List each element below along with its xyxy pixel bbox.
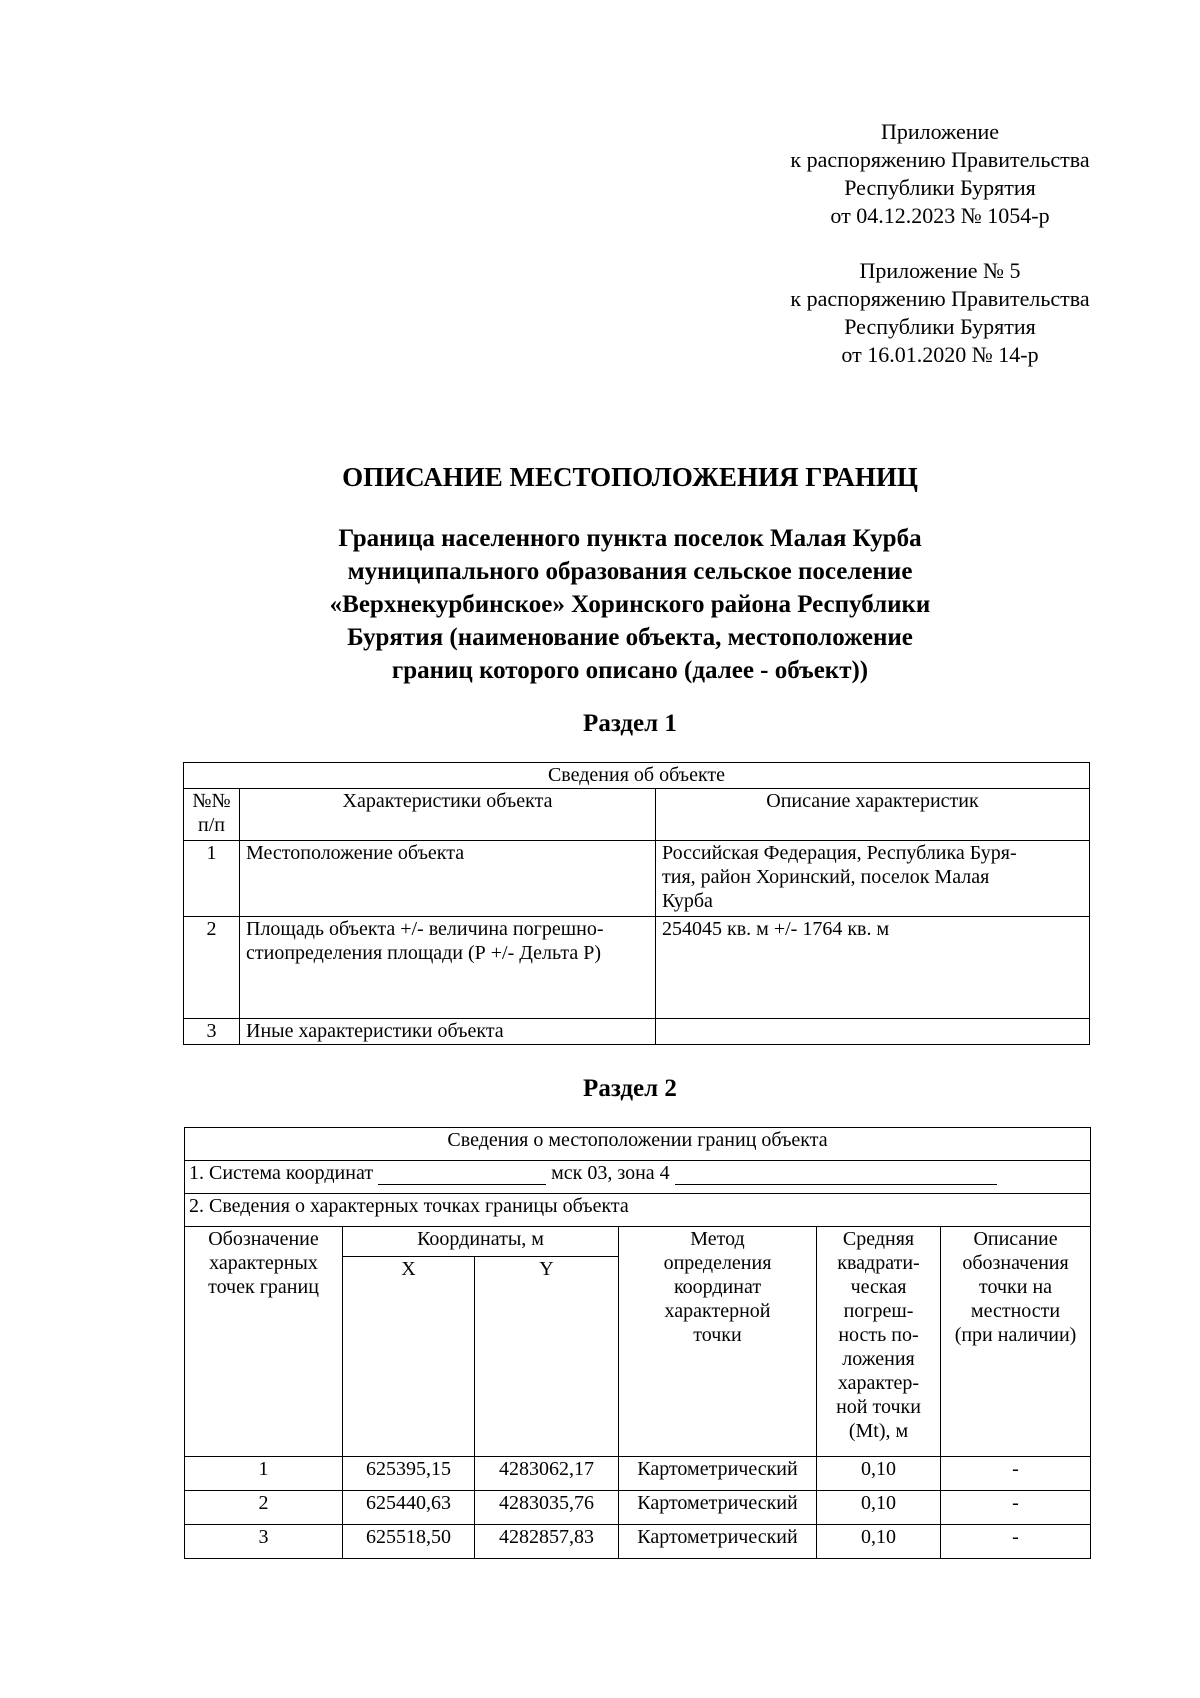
header-line: (при наличии) [954,1324,1077,1346]
appendix-line: Республики Бурятия [844,314,1036,339]
cell-x: 625518,50 [343,1525,475,1559]
header-method [619,1227,817,1457]
coord-system-value: мск 03, зона 4 [551,1162,670,1184]
cell-line: 254045 кв. м +/- 1764 кв. м [662,918,890,940]
row-characteristic [240,917,656,1019]
row-description [656,1019,1090,1045]
table-header-row [184,789,1090,841]
header-line: (Mt), м [848,1420,909,1442]
header-line: Обозначение [208,1228,319,1250]
coord-system-row [185,1161,1091,1194]
appendix-current [760,118,1120,230]
header-line: точки [693,1324,742,1346]
header-line: погреш- [843,1300,914,1322]
appendix-line: от 16.01.2020 № 14-р [841,342,1039,367]
cell-x: 625395,15 [343,1457,475,1491]
cell-x: 625440,63 [343,1491,475,1525]
table-row [184,1019,1090,1045]
appendix-line: к распоряжению Правительства [790,147,1090,172]
table-caption: Сведения об объекте [184,763,1090,789]
header-line: местности [970,1300,1061,1322]
table-row [185,1491,1091,1525]
section-1-title: Раздел 1 [583,710,677,737]
coord-system-cell [185,1161,1091,1194]
table-caption: Сведения о местоположении границ объекта [185,1128,1091,1161]
points-caption: 2. Сведения о характерных точках границы объекта [185,1194,1091,1227]
section-2-title: Раздел 2 [583,1075,677,1102]
cell-line: тия, район Хоринский, поселок Малая [662,866,990,888]
blank-line [675,1162,997,1185]
header-x: X [343,1257,475,1457]
appendix-line: Приложение № 5 [859,258,1021,283]
header-coordinates: Координаты, м [343,1227,619,1257]
cell-line: Местоположение объекта [246,842,465,864]
header-characteristics: Характеристики объекта [240,789,656,841]
points-caption-row [185,1194,1091,1227]
header-line: ной точки [836,1396,921,1418]
cell-method: Картометрический [619,1525,817,1559]
subtitle-line: муниципального образования сельское поселение [347,558,913,585]
cell-point: 1 [185,1457,343,1491]
table-row [184,917,1090,1019]
cell-description: - [941,1491,1091,1525]
header-line: точек границ [208,1276,319,1298]
appendix-line: к распоряжению Правительства [790,286,1090,311]
coord-system-label: 1. Система координат [189,1162,374,1184]
table-caption-row [184,763,1090,789]
appendix-original [760,257,1120,369]
header-line: точки на [979,1276,1053,1298]
header-line: Средняя [842,1228,915,1250]
cell-y: 4283035,76 [475,1491,619,1525]
cell-line: Площадь объекта +/- величина погрешно- [246,918,604,940]
table-caption-row [185,1128,1091,1161]
document-subtitle [0,522,1200,687]
object-info-table [183,762,1090,1045]
table-row [184,841,1090,917]
row-num: 1 [184,841,240,917]
subtitle-line: Граница населенного пункта поселок Малая Курба [338,525,922,552]
appendix-line: от 04.12.2023 № 1054-р [830,203,1050,228]
table-row [185,1525,1091,1559]
row-num: 2 [184,917,240,1019]
cell-description: - [941,1525,1091,1559]
header-line: обозначения [962,1252,1069,1274]
header-line: координат [673,1276,762,1298]
cell-line: стиопределения площади (Р +/- Дельта Р) [246,942,602,964]
header-line: характерных [209,1252,318,1274]
header-line: Описание [973,1228,1058,1250]
header-line: определения [663,1252,772,1274]
appendix-line: Республики Бурятия [844,175,1036,200]
header-y: Y [475,1257,619,1457]
cell-description: - [941,1457,1091,1491]
subtitle-line: «Верхнекурбинское» Хоринского района Республики [329,591,931,618]
appendix-line: Приложение [880,119,1000,144]
subtitle-line: границ которого описано (далее - объект)) [391,657,869,684]
cell-y: 4283062,17 [475,1457,619,1491]
cell-line: Курба [662,890,713,912]
cell-error: 0,10 [817,1491,941,1525]
table-row [185,1457,1091,1491]
subtitle-line: Бурятия (наименование объекта, местоположение [347,624,913,651]
header-line: квадрати- [837,1252,920,1274]
cell-point: 2 [185,1491,343,1525]
cell-point: 3 [185,1525,343,1559]
row-characteristic [240,1019,656,1045]
header-line: ложения [842,1348,915,1370]
row-description [656,917,1090,1019]
cell-method: Картометрический [619,1491,817,1525]
header-num-line: №№ [192,790,231,812]
header-line: характер- [837,1372,920,1394]
header-line: ческая [850,1276,907,1298]
header-description: Описание характеристик [656,789,1090,841]
boundary-points-table [184,1127,1091,1559]
header-point-designation [185,1227,343,1457]
header-num-line: п/п [198,814,225,836]
header-line: ность по- [838,1324,919,1346]
row-characteristic [240,841,656,917]
document-title: ОПИСАНИЕ МЕСТОПОЛОЖЕНИЯ ГРАНИЦ [342,462,918,492]
cell-error: 0,10 [817,1457,941,1491]
header-description [941,1227,1091,1457]
blank-line [378,1162,546,1185]
cell-line: Иные характеристики объекта [246,1020,504,1042]
header-error [817,1227,941,1457]
header-num [184,789,240,841]
row-num: 3 [184,1019,240,1045]
row-description [656,841,1090,917]
table-header-row [185,1227,1091,1257]
cell-method: Картометрический [619,1457,817,1491]
cell-line: Российская Федерация, Республика Буря- [662,842,1017,864]
cell-y: 4282857,83 [475,1525,619,1559]
header-line: характерной [664,1300,771,1322]
cell-error: 0,10 [817,1525,941,1559]
header-line: Метод [690,1228,745,1250]
